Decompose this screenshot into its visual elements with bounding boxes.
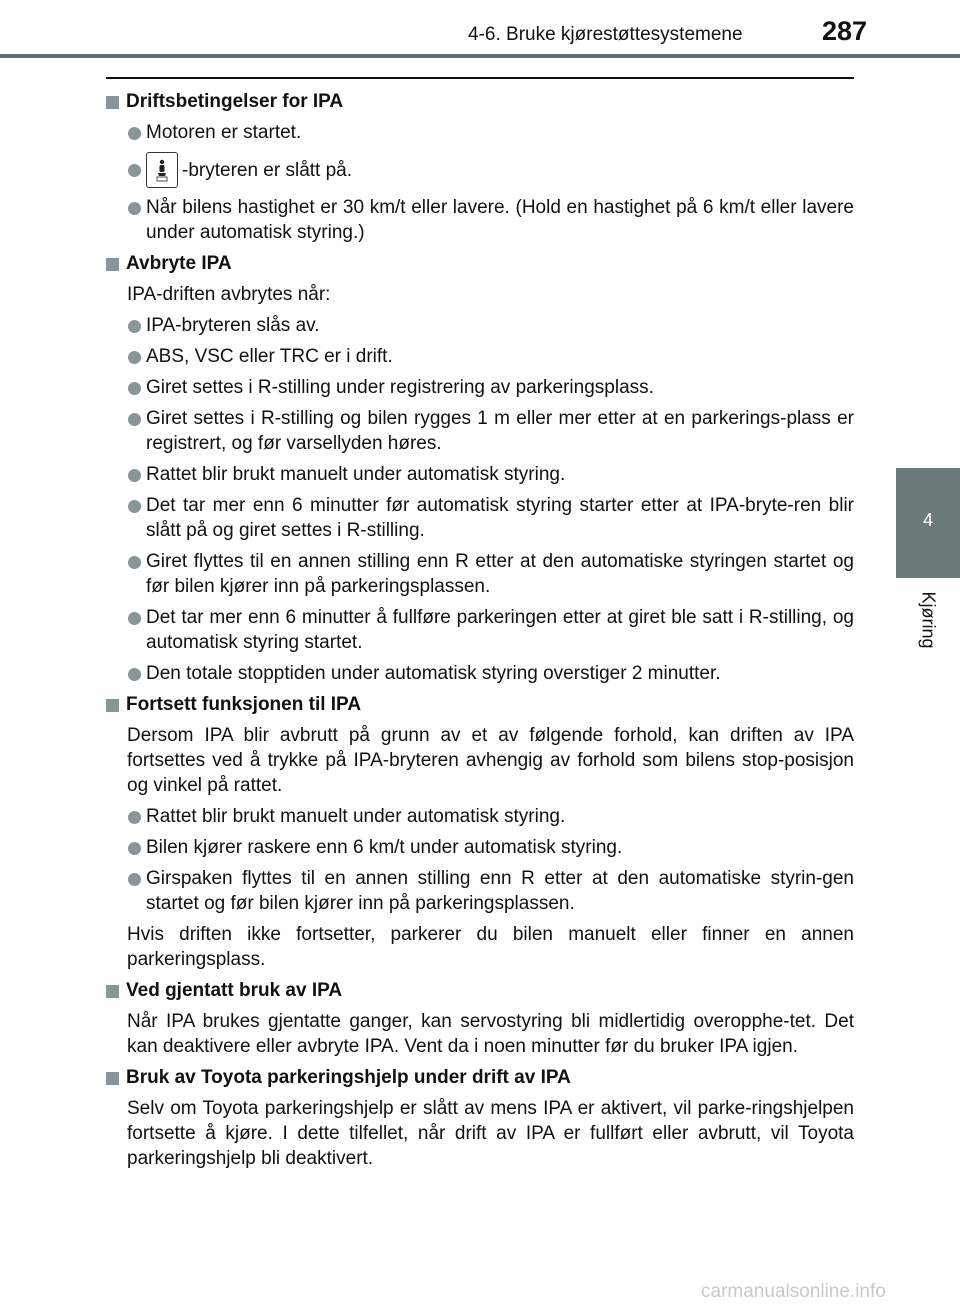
round-bullet-icon — [128, 500, 141, 513]
header-rule — [0, 54, 960, 58]
round-bullet-icon — [128, 382, 141, 395]
square-bullet-icon — [106, 1072, 119, 1085]
header-section-title: 4-6. Bruke kjørestøttesystemene — [468, 24, 743, 45]
list-item: Motoren er startet. — [106, 120, 854, 145]
round-bullet-icon — [128, 873, 141, 886]
page-number: 287 — [822, 16, 868, 46]
round-bullet-icon — [128, 320, 141, 333]
list-item: Det tar mer enn 6 minutter før automatisk styring starter etter at IPA-bryte-ren blir slått på og giret settes i R-stilling. — [106, 493, 854, 543]
section-heading: Driftsbetingelser for IPA — [106, 89, 854, 114]
square-bullet-icon — [106, 985, 119, 998]
section-heading: Bruk av Toyota parkeringshjelp under drift av IPA — [106, 1065, 854, 1090]
side-tab-label: Kjøring — [918, 591, 939, 649]
section-heading: Fortsett funksjonen til IPA — [106, 692, 854, 717]
paragraph: Dersom IPA blir avbrutt på grunn av et av følgende forhold, kan driften av IPA fortsettes ved å trykke på IPA-bryteren avhengig av forhold som bilens stop-posisjon og vinkel på rattet. — [127, 725, 854, 796]
round-bullet-icon — [128, 164, 141, 177]
round-bullet-icon — [128, 469, 141, 482]
list-item: Den totale stopptiden under automatisk styring overstiger 2 minutter. — [106, 661, 854, 686]
content-rule — [106, 77, 854, 79]
list-item: ABS, VSC eller TRC er i drift. — [106, 344, 854, 369]
list-item: Når bilens hastighet er 30 km/t eller lavere. (Hold en hastighet på 6 km/t eller lavere under automatisk styring.) — [106, 195, 854, 245]
paragraph: Selv om Toyota parkeringshjelp er slått av mens IPA er aktivert, vil parke-ringshjelpen fortsette å kjøre. I dette tilfellet, når drift av IPA er fullført eller avbrutt, vil Toyota parkeringshjelp bli deaktivert. — [127, 1098, 854, 1169]
watermark: carmanualsonline.info — [701, 1281, 886, 1302]
round-bullet-icon — [128, 202, 141, 215]
round-bullet-icon — [128, 612, 141, 625]
round-bullet-icon — [128, 413, 141, 426]
paragraph: Hvis driften ikke fortsetter, parkerer du bilen manuelt eller finner en annen parkeringsplass. — [127, 924, 854, 970]
round-bullet-icon — [128, 351, 141, 364]
paragraph: Når IPA brukes gjentatte ganger, kan servostyring bli midlertidig overopphe-tet. Det kan deaktivere eller avbryte IPA. Vent da i noen minutter før du bruker IPA igjen. — [127, 1011, 854, 1057]
list-item: -bryteren er slått på. — [106, 151, 854, 189]
square-bullet-icon — [106, 96, 119, 109]
list-item: Giret flyttes til en annen stilling enn R etter at den automatiske styringen startet og før bilen kjører inn på parkeringsplassen. — [106, 549, 854, 599]
round-bullet-icon — [128, 668, 141, 681]
list-item: Det tar mer enn 6 minutter å fullføre parkeringen etter at giret ble satt i R-stilling, og automatisk styring startet. — [106, 605, 854, 655]
square-bullet-icon — [106, 258, 119, 271]
section-heading: Ved gjentatt bruk av IPA — [106, 978, 854, 1003]
round-bullet-icon — [128, 127, 141, 140]
list-item: Rattet blir brukt manuelt under automatisk styring. — [106, 804, 854, 829]
square-bullet-icon — [106, 699, 119, 712]
list-item: Girspaken flyttes til en annen stilling enn R etter at den automatiske styrin-gen startet og før bilen kjører inn på parkeringsplassen. — [106, 866, 854, 916]
list-item: Rattet blir brukt manuelt under automatisk styring. — [106, 462, 854, 487]
list-item: IPA-bryteren slås av. — [106, 313, 854, 338]
ipa-switch-icon — [146, 152, 178, 188]
side-tab-number: 4 — [922, 510, 933, 530]
list-item: Giret settes i R-stilling og bilen rygges 1 m eller mer etter at en parkerings-plass er registrert, og før varsellyden høres. — [106, 406, 854, 456]
round-bullet-icon — [128, 556, 141, 569]
section-heading: Avbryte IPA — [106, 251, 854, 276]
round-bullet-icon — [128, 811, 141, 824]
round-bullet-icon — [128, 842, 141, 855]
paragraph: IPA-driften avbrytes når: — [127, 284, 331, 305]
page-content — [106, 89, 854, 1177]
list-item: Bilen kjører raskere enn 6 km/t under automatisk styring. — [106, 835, 854, 860]
list-item: Giret settes i R-stilling under registrering av parkeringsplass. — [106, 375, 854, 400]
